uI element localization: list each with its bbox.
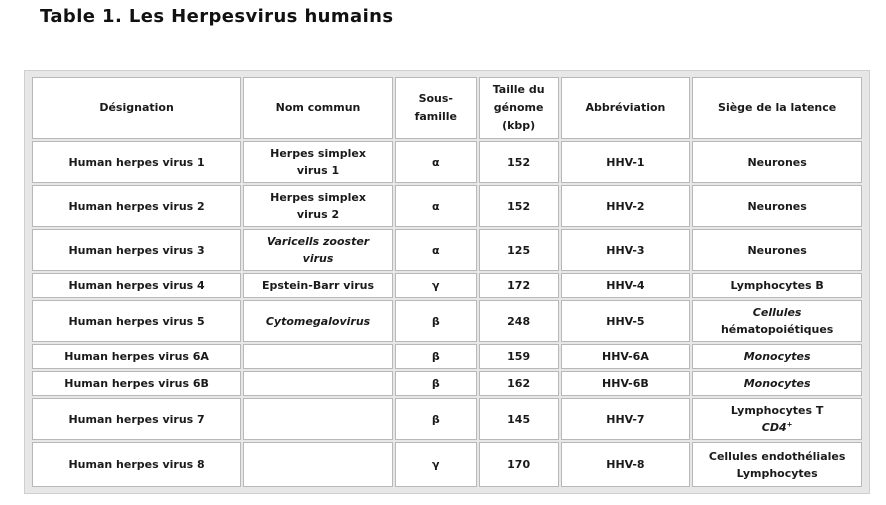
cell-sous-famille: γ bbox=[395, 273, 477, 298]
header-row bbox=[32, 77, 862, 139]
cell-taille: 248 bbox=[479, 300, 559, 342]
cell-sous-famille: α bbox=[395, 185, 477, 227]
cell-nom-commun bbox=[243, 344, 393, 369]
cell-siege: Lymphocytes B bbox=[692, 273, 862, 298]
cell-nom-line1: Herpes simplex bbox=[270, 147, 366, 160]
table-row bbox=[32, 371, 862, 396]
cell-sous-famille: α bbox=[395, 141, 477, 183]
header-taille-line3: (kbp) bbox=[502, 119, 536, 132]
table-row bbox=[32, 141, 862, 183]
header-sous-famille bbox=[395, 77, 477, 139]
cell-siege: Neurones bbox=[692, 185, 862, 227]
cell-designation: Human herpes virus 5 bbox=[32, 300, 241, 342]
cell-nom-line2: virus 2 bbox=[296, 208, 340, 221]
header-taille-line1: Taille du bbox=[492, 83, 545, 96]
table-row bbox=[32, 229, 862, 271]
table-row bbox=[32, 398, 862, 440]
cell-nom-commun: Cytomegalovirus bbox=[243, 300, 393, 342]
header-sous-famille-line2: famille bbox=[414, 110, 458, 123]
cell-siege bbox=[692, 300, 862, 342]
cell-siege-line2: hématopoiétiques bbox=[720, 323, 834, 336]
cell-sous-famille: β bbox=[395, 344, 477, 369]
cell-abbreviation: HHV-2 bbox=[561, 185, 691, 227]
cell-designation: Human herpes virus 7 bbox=[32, 398, 241, 440]
cell-taille: 145 bbox=[479, 398, 559, 440]
cell-taille: 172 bbox=[479, 273, 559, 298]
cell-taille: 170 bbox=[479, 442, 559, 487]
cell-designation: Human herpes virus 8 bbox=[32, 442, 241, 487]
cell-sous-famille: β bbox=[395, 398, 477, 440]
cell-taille: 162 bbox=[479, 371, 559, 396]
table-row bbox=[32, 185, 862, 227]
cell-designation: Human herpes virus 6A bbox=[32, 344, 241, 369]
table-title: Table 1. Les Herpesvirus humains bbox=[40, 6, 394, 27]
cell-sous-famille: α bbox=[395, 229, 477, 271]
cell-abbreviation: HHV-8 bbox=[561, 442, 691, 487]
cell-taille: 152 bbox=[479, 185, 559, 227]
cell-siege-line1: Lymphocytes T bbox=[730, 404, 824, 417]
cell-siege bbox=[692, 442, 862, 487]
table-row bbox=[32, 344, 862, 369]
table-row bbox=[32, 300, 862, 342]
header-taille bbox=[479, 77, 559, 139]
table-row bbox=[32, 273, 862, 298]
cell-nom-commun bbox=[243, 442, 393, 487]
cell-siege-line1: Cellules endothéliales bbox=[708, 449, 846, 463]
cell-nom-commun bbox=[243, 371, 393, 396]
cell-taille: 159 bbox=[479, 344, 559, 369]
cell-abbreviation: HHV-4 bbox=[561, 273, 691, 298]
cell-nom-line1: Herpes simplex bbox=[270, 191, 366, 204]
cell-siege-line2: CD4 bbox=[761, 421, 787, 434]
cell-designation: Human herpes virus 1 bbox=[32, 141, 241, 183]
cell-taille: 152 bbox=[479, 141, 559, 183]
cell-designation: Human herpes virus 4 bbox=[32, 273, 241, 298]
cell-abbreviation: HHV-6A bbox=[561, 344, 691, 369]
cell-nom-commun bbox=[243, 185, 393, 227]
cell-sous-famille: β bbox=[395, 371, 477, 396]
cell-siege bbox=[692, 398, 862, 440]
header-nom-commun: Nom commun bbox=[243, 77, 393, 139]
cell-sous-famille: γ bbox=[395, 442, 477, 487]
header-taille-line2: génome bbox=[493, 101, 544, 114]
cell-siege-line2: Lymphocytes bbox=[736, 466, 818, 480]
cell-nom-line1: Varicells zooster bbox=[266, 235, 370, 248]
cell-designation: Human herpes virus 6B bbox=[32, 371, 241, 396]
table-row bbox=[32, 442, 862, 487]
header-abbreviation: Abbréviation bbox=[561, 77, 691, 139]
cell-nom-commun bbox=[243, 229, 393, 271]
cell-siege-sup: + bbox=[786, 420, 793, 429]
cell-abbreviation: HHV-1 bbox=[561, 141, 691, 183]
cell-taille: 125 bbox=[479, 229, 559, 271]
header-siege-latence: Siège de la latence bbox=[692, 77, 862, 139]
header-sous-famille-line1: Sous- bbox=[418, 92, 454, 105]
cell-siege: Monocytes bbox=[692, 344, 862, 369]
herpesvirus-table bbox=[30, 75, 864, 489]
cell-nom-commun bbox=[243, 141, 393, 183]
header-designation: Désignation bbox=[32, 77, 241, 139]
cell-nom-line2: virus bbox=[302, 252, 334, 265]
cell-nom-commun: Epstein-Barr virus bbox=[243, 273, 393, 298]
cell-siege: Monocytes bbox=[692, 371, 862, 396]
cell-abbreviation: HHV-3 bbox=[561, 229, 691, 271]
cell-siege: Neurones bbox=[692, 229, 862, 271]
cell-nom-commun bbox=[243, 398, 393, 440]
cell-abbreviation: HHV-5 bbox=[561, 300, 691, 342]
cell-sous-famille: β bbox=[395, 300, 477, 342]
cell-siege-line1: Cellules bbox=[752, 306, 802, 319]
cell-siege: Neurones bbox=[692, 141, 862, 183]
cell-abbreviation: HHV-6B bbox=[561, 371, 691, 396]
cell-nom-line2: virus 1 bbox=[296, 164, 340, 177]
cell-designation: Human herpes virus 2 bbox=[32, 185, 241, 227]
cell-designation: Human herpes virus 3 bbox=[32, 229, 241, 271]
cell-abbreviation: HHV-7 bbox=[561, 398, 691, 440]
